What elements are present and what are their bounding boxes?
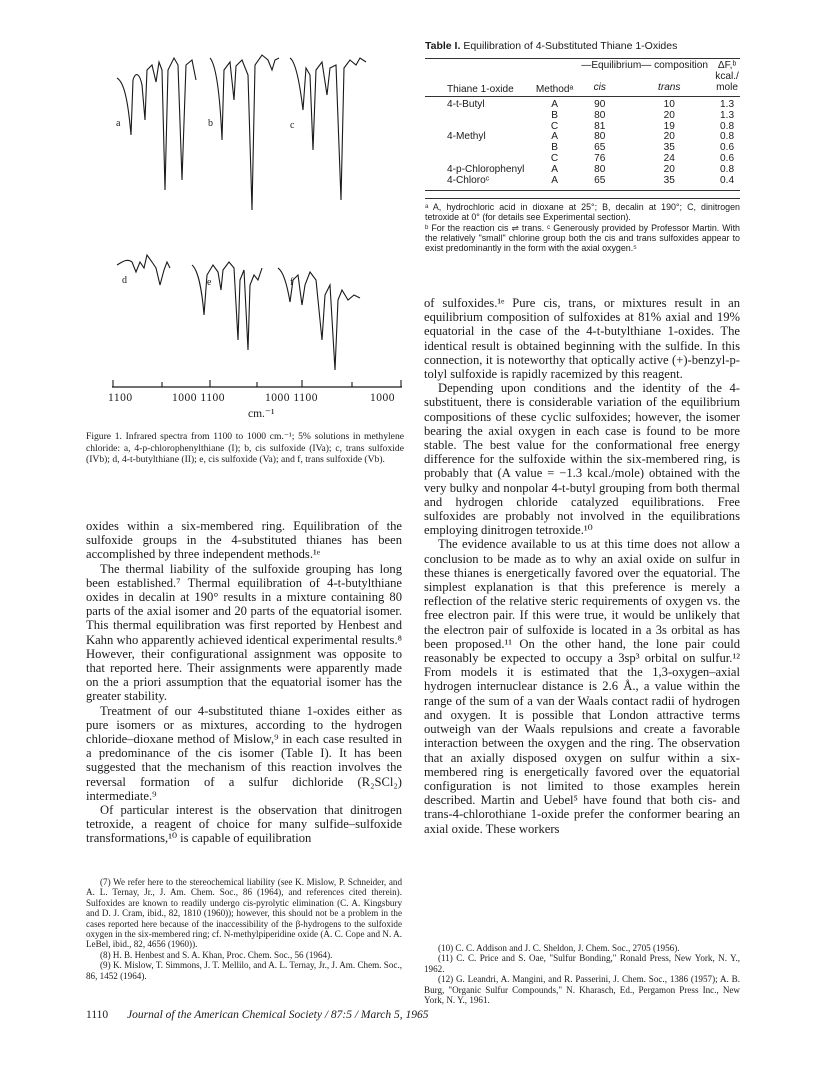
- table-row: [425, 176, 740, 190]
- trans-cell: 35: [663, 142, 675, 154]
- spectrum-e: [192, 262, 262, 350]
- header-method: Methodᵃ: [535, 83, 574, 95]
- deltaf-cell: 0.6: [720, 153, 735, 165]
- table-note-c: ᶜ Generously provided by Professor Martin. With the relatively "small" chlorine group both the cis and trans sulfoxides appear to exist predominantly in the form with the axial oxygen.⁵: [425, 222, 740, 254]
- right-paragraph-1: of sulfoxides.¹ᵉ Pure cis, trans, or mixtures result in an equilibrium composition of sulfoxides at 81% axial and 19% equatorial in the case of the 4-t-butylthiane 1-oxides. The identical result is obtained beginning with the sulfide. In this connection, it is noteworthy that optically active (+)-benzyl-p-tolyl sulfoxide is rapidly racemized by this reagent.: [424, 296, 740, 382]
- method-cell: A: [551, 98, 558, 110]
- spectra-plot: [112, 40, 402, 410]
- table-row: [425, 96, 740, 110]
- deltaf-cell: 1.3: [720, 98, 735, 110]
- panel-letter-e: e: [207, 277, 212, 288]
- spectrum-a: [117, 58, 196, 190]
- trans-cell: 19: [663, 120, 675, 132]
- compound-cell: 4-Methyl: [447, 131, 486, 143]
- equilibration-table: [425, 58, 740, 191]
- compound-cell: 4-Chloroᶜ: [447, 175, 490, 187]
- page-number: 1110: [86, 1009, 109, 1021]
- infrared-spectra-figure: [112, 40, 402, 410]
- method-cell: A: [551, 175, 558, 187]
- cis-cell: 90: [594, 98, 606, 110]
- panel-letter-a: a: [116, 118, 121, 129]
- journal-citation: Journal of the American Chemical Society / 87:5 / March 5, 1965: [127, 1009, 429, 1021]
- deltaf-cell: 0.4: [720, 175, 735, 187]
- panel-letter-b: b: [208, 118, 213, 129]
- axis-tick-1: 1100: [108, 392, 133, 404]
- method-cell: A: [551, 164, 558, 176]
- cis-cell: 65: [594, 175, 606, 187]
- footnote-10: (10) C. C. Addison and J. C. Sheldon, J. Chem. Soc., 2705 (1956).: [438, 943, 680, 953]
- panel-letter-f: f: [290, 277, 294, 288]
- cis-cell: 80: [594, 164, 606, 176]
- compound-cell: 4-t-Butyl: [447, 98, 485, 110]
- method-cell: C: [550, 120, 559, 132]
- panel-letter-d: d: [122, 275, 127, 286]
- deltaf-cell: 0.8: [720, 164, 735, 176]
- right-footnotes: [424, 943, 740, 1005]
- compound-cell: 4-p-Chlorophenyl: [447, 164, 525, 176]
- footnote-7: (7) We refer here to the stereochemical liability (see K. Mislow, P. Schneider, and A. L. Ternay, Jr., J. Am. Chem. Soc., 86 (1964), and references cited therein). Sulfoxides are known to readily undergo cis-pyrolytic elimination (C. A. Kingsbury and D. J. Cram, ibid., 82, 1810 (1960)); however, this should not be a problem in the cases reported here because of the inaccessibility of the β-hydrogens to the sulfoxide oxygen in the six-membered ring; cf. N-methylpiperidine oxide (A. C. Cope and N. A. LeBel, ibid., 82, 4656 (1960)).: [86, 877, 402, 950]
- cis-cell: 65: [594, 142, 606, 154]
- deltaf-cell: 0.8: [720, 120, 735, 132]
- right-paragraph-3: The evidence available to us at this time does not allow a conclusion to be made as to why an axial oxide on sulfur in these thianes is energetically favored over the equatorial. The simplest explanation is that this preference is merely a reflection of the relative steric requirements of oxygen vs. the free electron pair. If this were true, it would be unlikely that the electron pair of sulfoxide is located in a 3s orbital as has been proposed.¹¹ On the other hand, the lone pair could reasonably be expected to occupy a 3sp³ orbital on sulfur.¹² From models it is estimated that the 1,3-oxygen–axial hydrogen internuclear distance is 2.6 Å., a value within the range of the sum of a van der Waals contact radii of hydrogen and oxygen. It is possible that London attractive terms outweigh van der Waals repulsions and create a favorable interaction between the oxygen and the ring. The observation that an axially disposed oxygen on sulfur within a six-membered ring is energetically favored over the equatorial configuration is not limited to those examples herein described. Martin and Uebel⁵ have found that both cis- and trans-4-chlorothiane 1-oxide prefer the conformer bearing an axial oxide. These workers: [424, 537, 740, 836]
- header-equilibrium: —Equilibrium— composition: [581, 60, 708, 71]
- method-cell: A: [551, 131, 558, 143]
- cis-cell: 80: [594, 131, 606, 143]
- footnote-11: (11) C. C. Price and S. Oae, "Sulfur Bonding," Ronald Press, New York, N. Y., 1962.: [424, 953, 740, 974]
- table-title: [425, 40, 740, 52]
- left-paragraph-2: The thermal liability of the sulfoxide grouping has long been established.⁷ Thermal equilibration of 4-t-butylthiane oxides in decalin at 190° results in a mixture containing 80 parts of the axial isomer and 20 parts of the equatorial isomer. This thermal equilibration was first reported by Henbest and Kahn who apparently achieved identical experimental results.⁸ However, their configurational assignment was opposite to that reported here. Their assignments were apparently made on the a priori assumption that the equatorial isomer has the greater stability.: [86, 561, 402, 704]
- page-footer: [86, 1009, 429, 1021]
- header-deltaf-2: kcal./: [715, 70, 739, 82]
- header-deltaf-3: mole: [716, 81, 738, 93]
- spectrum-b: [210, 55, 279, 210]
- left-column: [86, 519, 402, 846]
- table-title-label: Table I.: [425, 40, 461, 52]
- compound-cell: [425, 111, 534, 122]
- trans-cell: 20: [663, 164, 675, 176]
- figure-caption: Figure 1. Infrared spectra from 1100 to 1000 cm.⁻¹; 5% solutions in methylene chloride: a, 4-p-chlorophenylthiane (I); b, cis sulfoxide (IVa); c, trans sulfoxide (IVb); d, 4-t-butylthiane (II); e, cis sulfoxide (Va); and f, trans sulfoxide (Vb).: [86, 431, 404, 466]
- table-note-b: ᵇ For the reaction cis ⇌ trans.: [425, 222, 545, 233]
- deltaf-cell: 0.8: [720, 131, 735, 143]
- table-row: [425, 111, 740, 122]
- panel-letter-c: c: [290, 120, 295, 131]
- left-paragraph-3: Treatment of our 4-substituted thiane 1-oxides either as pure isomers or as mixtures, according to the hydrogen chloride–dioxane method of Mislow,⁹ in each case resulted in a predominance of the cis isomer (Table I). It has been suggested that the mechanism of this reaction involves the reversal formation of a sulfur dichloride (R₂SCl₂) intermediate.⁹: [86, 703, 402, 803]
- table-row: [425, 143, 740, 154]
- trans-cell: 20: [663, 109, 675, 121]
- deltaf-cell: 0.6: [720, 142, 735, 154]
- table-note-a: ᵃ A, hydrochloric acid in dioxane at 25°; B, decalin at 190°; C, dinitrogen tetroxide at 0° (for details see Experimental section).: [425, 201, 740, 223]
- trans-cell: 10: [663, 98, 675, 110]
- header-deltaf-1: ΔF,ᵇ: [717, 60, 737, 71]
- axis-tick-3: 1000 1100: [265, 392, 318, 404]
- left-paragraph-1: oxides within a six-membered ring. Equilibration of the sulfoxide groups in the 4-substituted thianes has been accomplished by three independent methods.¹ᵉ: [86, 519, 402, 562]
- method-cell: B: [551, 142, 558, 154]
- spectrum-c: [290, 58, 366, 200]
- cis-cell: 76: [594, 153, 606, 165]
- trans-cell: 20: [663, 131, 675, 143]
- deltaf-cell: 1.3: [720, 109, 735, 121]
- trans-cell: 35: [663, 175, 675, 187]
- cis-cell: 81: [594, 120, 606, 132]
- method-cell: C: [550, 153, 559, 165]
- left-footnotes: [86, 877, 402, 981]
- header-cis: cis: [593, 81, 606, 93]
- table-body: [425, 96, 740, 190]
- footnote-12: (12) G. Leandri, A. Mangini, and R. Passerini, J. Chem. Soc., 1386 (1957); A. B. Burg, "Organic Sulfur Compounds," N. Kharasch, Ed., Pergamon Press Inc., New York, N. Y., 1961.: [424, 974, 740, 1006]
- left-paragraph-4: Of particular interest is the observation that dinitrogen tetroxide, a reagent of choice for many sulfide–sulfoxide transformations,¹⁰ is capable of equilibration: [86, 803, 402, 846]
- axis-tick-2: 1000 1100: [172, 392, 225, 404]
- method-cell: B: [551, 109, 558, 121]
- right-column: [424, 296, 740, 836]
- cis-cell: 80: [594, 109, 606, 121]
- compound-cell: [425, 143, 534, 154]
- header-trans: trans: [658, 81, 681, 93]
- header-thiane: Thiane 1-oxide: [447, 83, 514, 95]
- table-1: [425, 40, 740, 253]
- trans-cell: 24: [663, 153, 675, 165]
- table-notes: [425, 198, 740, 253]
- footnote-9: (9) K. Mislow, T. Simmons, J. T. Mellilo, and A. L. Ternay, Jr., J. Am. Chem. Soc., 86, 1452 (1964).: [86, 960, 402, 981]
- axis-tick-4: 1000: [370, 392, 395, 404]
- table-title-text: Equilibration of 4-Substituted Thiane 1-Oxides: [463, 40, 678, 52]
- axis-unit: cm.⁻¹: [248, 408, 275, 420]
- footnote-8: (8) H. B. Henbest and S. A. Khan, Proc. Chem. Soc., 56 (1964).: [100, 949, 333, 960]
- table-row: [425, 132, 740, 143]
- right-paragraph-2: Depending upon conditions and the identity of the 4-substituent, there is considerable variation of the equilibrium compositions of these cyclic sulfoxides; however, the isomer bearing the axial oxygen in each case is found to be more stable. The best value for the conformational free energy difference for the sulfoxide within the six-membered ring, is probably that (A value = −1.3 kcal./mole) obtained with the very bulky and nonpolar 4-t-butyl grouping from both thermal and hydrogen chloride catalyzed equilibrations. Free sulfoxides are probably not involved in the equilibrations employing dinitrogen tetroxide.¹⁰: [424, 381, 740, 538]
